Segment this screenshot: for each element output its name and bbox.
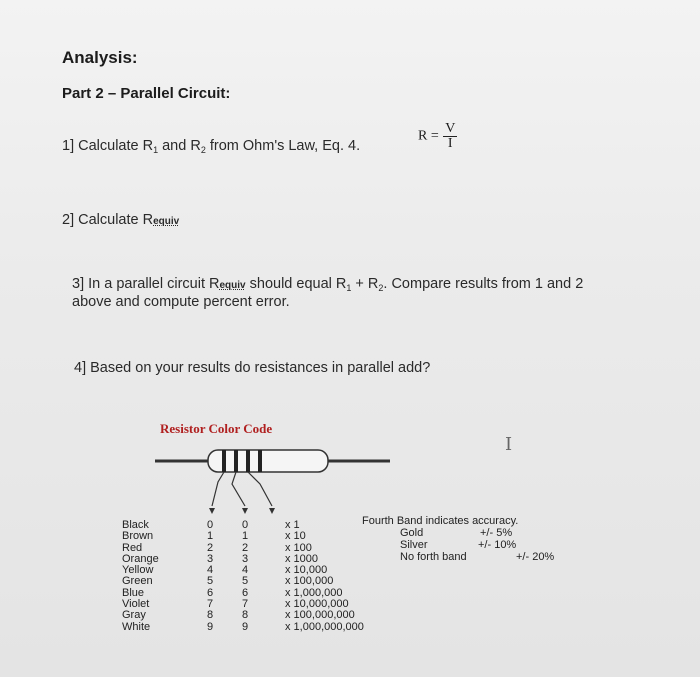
- question-1: 1] Calculate $R_1$ and $R_2$ from Ohm's Law, Eq. 4.: [62, 138, 361, 155]
- pointer-arrow-1: [209, 508, 215, 514]
- first-digit: 9: [206, 620, 214, 633]
- multiplier: x 100: [285, 541, 312, 554]
- first-digit: 0: [206, 519, 214, 531]
- fourth-band-none-label: No forth band: [400, 551, 467, 563]
- color-name: Yellow: [122, 564, 154, 577]
- second-digit: 0: [241, 519, 249, 531]
- multiplier: x 1000: [285, 552, 319, 565]
- analysis-heading: Analysis:: [62, 48, 138, 67]
- color-name: Gray: [122, 609, 146, 622]
- multiplier-column: [285, 520, 364, 633]
- multiplier: x 100,000: [285, 575, 334, 588]
- color-name: Violet: [122, 598, 150, 611]
- color-name: Brown: [122, 530, 154, 543]
- fourth-band-silver-label: Silver: [400, 539, 428, 551]
- fourth-band-none-value: +/- 20%: [516, 551, 555, 563]
- color-names-column: [122, 520, 159, 633]
- first-digit-column: [205, 520, 215, 633]
- second-digit: 9: [241, 620, 249, 633]
- multiplier: x 10: [285, 530, 306, 543]
- second-digit: 3: [241, 552, 249, 565]
- fourth-band-gold-label: Gold: [400, 527, 424, 539]
- resistor-color-code-title: Resistor Color Code: [160, 421, 273, 436]
- resistor-diagram: [150, 440, 410, 520]
- color-name: Red: [122, 541, 143, 554]
- multiplier: x 1,000,000,000: [285, 620, 364, 633]
- question-3-line-2: above and compute percent error.: [72, 294, 290, 310]
- second-digit: 4: [241, 564, 249, 577]
- pointer-arrow-2: [242, 508, 248, 514]
- part-heading: Part 2 – Parallel Circuit:: [62, 85, 231, 102]
- first-digit: 6: [206, 586, 214, 599]
- second-digit-column: [240, 520, 250, 633]
- multiplier: x 10,000: [285, 564, 328, 577]
- color-name: Blue: [122, 586, 145, 599]
- color-name: Black: [122, 519, 149, 531]
- pointer-arrow-3: [269, 508, 275, 514]
- pointer-line-1: [212, 472, 224, 506]
- color-name: White: [122, 620, 151, 633]
- first-digit: 1: [206, 530, 214, 543]
- second-digit: 5: [241, 575, 249, 588]
- second-digit: 6: [241, 586, 249, 599]
- question-2: 2] Calculate Requiv: [62, 212, 180, 228]
- pointer-line-3: [248, 472, 272, 506]
- fourth-band-gold-value: +/- 5%: [480, 527, 513, 539]
- ohms-law-formula: R = $\frac{V}{I}$: [418, 121, 456, 151]
- color-name: Orange: [122, 552, 159, 565]
- pointer-line-2: [232, 472, 245, 506]
- second-digit: 2: [241, 541, 249, 554]
- first-digit: 2: [206, 541, 214, 554]
- second-digit: 8: [241, 609, 249, 622]
- multiplier: x 10,000,000: [285, 598, 349, 611]
- color-name: Green: [122, 575, 153, 588]
- second-digit: 1: [241, 530, 249, 543]
- first-digit: 7: [206, 598, 214, 611]
- multiplier: x 1: [285, 519, 300, 531]
- multiplier: x 100,000,000: [285, 609, 355, 622]
- second-digit: 7: [241, 598, 249, 611]
- resistor-band-1: [222, 450, 226, 472]
- resistor-band-3: [246, 450, 250, 472]
- text-cursor-icon: I: [505, 434, 513, 455]
- fourth-band-silver-value: +/- 10%: [478, 539, 517, 551]
- resistor-band-4: [258, 450, 262, 472]
- first-digit: 4: [206, 564, 214, 577]
- multiplier: x 1,000,000: [285, 586, 343, 599]
- resistor-band-2: [234, 450, 238, 472]
- question-3: 3] In a parallel circuit Requiv should equal $R_1 + R_2$. Compare results from 1 and 2: [72, 276, 584, 293]
- first-digit: 3: [206, 552, 214, 565]
- question-4: 4] Based on your results do resistances in parallel add?: [74, 360, 431, 376]
- fourth-band-heading: Fourth Band indicates accuracy.: [362, 515, 519, 527]
- first-digit: 5: [206, 575, 214, 588]
- first-digit: 8: [206, 609, 214, 622]
